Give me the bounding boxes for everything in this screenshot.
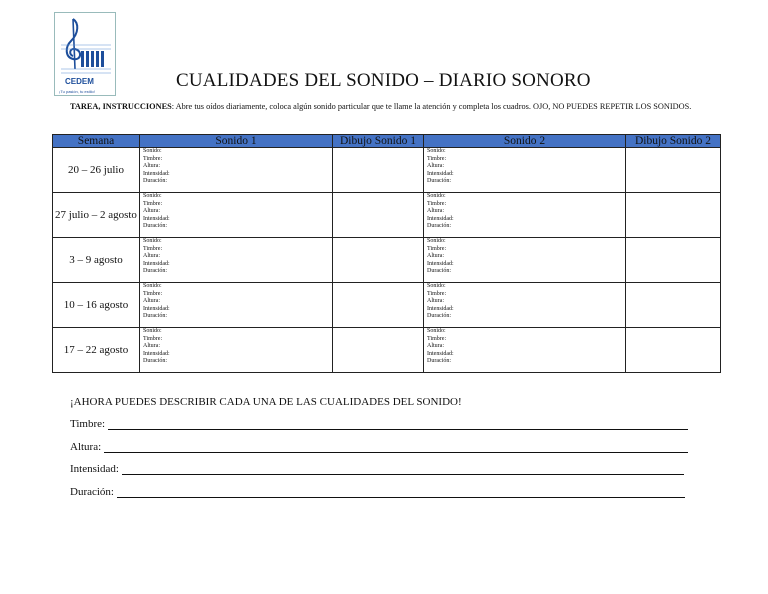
header-dibujo-sonido-1: Dibujo Sonido 1 [333, 135, 424, 148]
field-label: Altura: [143, 208, 160, 214]
table-row [53, 283, 721, 328]
field-label: Sonido: [427, 238, 446, 244]
instructions-label: TAREA, INSTRUCCIONES [70, 102, 172, 111]
field-label: Sonido: [427, 283, 446, 289]
timbre-label: Timbre: [70, 418, 106, 430]
field-label: Intensidad: [143, 170, 170, 177]
field-label: Duración: [427, 268, 451, 274]
timbre-blank[interactable] [108, 418, 688, 430]
intensidad-label: Intensidad: [70, 463, 119, 475]
field-label: Sonido: [143, 283, 162, 289]
field-label: Duración: [427, 313, 451, 319]
week-cell: 10 – 16 agosto [53, 283, 140, 328]
field-label: Duración: [427, 178, 451, 184]
altura-line[interactable] [70, 441, 688, 453]
duracion-blank[interactable] [117, 486, 685, 498]
table-row [53, 328, 721, 373]
field-label: Altura: [143, 163, 160, 169]
table-row [53, 193, 721, 238]
field-label: Altura: [143, 343, 160, 349]
field-label: Sonido: [427, 148, 446, 154]
field-label: Timbre: [427, 335, 447, 342]
field-label: Intensidad: [143, 350, 170, 357]
field-label: Timbre: [143, 245, 163, 252]
page-title: CUALIDADES DEL SONIDO – DIARIO SONORO [176, 70, 591, 91]
field-label: Altura: [427, 253, 444, 259]
field-label: Intensidad: [143, 260, 170, 267]
header-dibujo-sonido-2: Dibujo Sonido 2 [626, 135, 721, 148]
field-label: Duración: [427, 358, 451, 364]
field-label: Intensidad: [427, 170, 454, 177]
instructions [70, 101, 710, 113]
dibujo-sonido-1-cell[interactable] [333, 328, 424, 373]
field-label: Duración: [143, 268, 167, 274]
instructions-text: : Abre tus oídos diariamente, coloca algún sonido particular que te llame la atención y completa los cuadros. OJO, NO PUEDES REPETIR LOS SONIDOS. [171, 102, 692, 111]
field-label: Timbre: [143, 335, 163, 342]
week-cell: 20 – 26 julio [53, 148, 140, 193]
field-label: Timbre: [427, 290, 447, 297]
field-label: Intensidad: [143, 215, 170, 222]
sonido-2-cell[interactable] [424, 328, 626, 373]
field-label: Altura: [427, 298, 444, 304]
dibujo-sonido-1-cell[interactable] [333, 238, 424, 283]
field-label: Sonido: [143, 238, 162, 244]
field-label: Timbre: [427, 155, 447, 162]
sonido-2-cell[interactable] [424, 283, 626, 328]
dibujo-sonido-2-cell[interactable] [626, 148, 721, 193]
field-label: Intensidad: [427, 305, 454, 312]
field-label: Duración: [143, 313, 167, 319]
field-label: Altura: [143, 253, 160, 259]
intensidad-blank[interactable] [122, 463, 684, 475]
field-label: Duración: [143, 358, 167, 364]
field-label: Timbre: [143, 290, 163, 297]
duracion-line[interactable] [70, 486, 685, 498]
sonido-2-cell[interactable] [424, 238, 626, 283]
altura-blank[interactable] [104, 441, 688, 453]
week-cell: 3 – 9 agosto [53, 238, 140, 283]
altura-label: Altura: [70, 441, 102, 453]
sound-diary-table [52, 134, 721, 373]
field-label: Intensidad: [427, 350, 454, 357]
field-label: Duración: [427, 223, 451, 229]
week-cell: 27 julio – 2 agosto [53, 193, 140, 238]
sonido-1-cell[interactable] [140, 238, 333, 283]
sonido-1-cell[interactable] [140, 148, 333, 193]
field-label: Altura: [427, 208, 444, 214]
field-label: Altura: [427, 163, 444, 169]
dibujo-sonido-2-cell[interactable] [626, 193, 721, 238]
school-logo [54, 12, 116, 96]
sonido-1-cell[interactable] [140, 283, 333, 328]
table-row [53, 238, 721, 283]
field-label: Timbre: [143, 200, 163, 207]
field-label: Sonido: [143, 193, 162, 199]
intensidad-line[interactable] [70, 463, 684, 475]
dibujo-sonido-2-cell[interactable] [626, 283, 721, 328]
field-label: Duración: [143, 223, 167, 229]
table-header-row [53, 135, 721, 148]
dibujo-sonido-2-cell[interactable] [626, 328, 721, 373]
field-label: Intensidad: [427, 215, 454, 222]
timbre-line[interactable] [70, 418, 688, 430]
sonido-2-cell[interactable] [424, 193, 626, 238]
header-sonido-2: Sonido 2 [424, 135, 626, 148]
field-label: Intensidad: [143, 305, 170, 312]
logo-tagline: ¡Tu pasión, tu estilo! [59, 89, 95, 94]
field-label: Sonido: [143, 328, 162, 334]
sonido-1-cell[interactable] [140, 193, 333, 238]
table-row [53, 148, 721, 193]
dibujo-sonido-2-cell[interactable] [626, 238, 721, 283]
dibujo-sonido-1-cell[interactable] [333, 193, 424, 238]
week-cell: 17 – 22 agosto [53, 328, 140, 373]
header-semana: Semana [53, 135, 140, 148]
field-label: Sonido: [427, 328, 446, 334]
treble-clef-logo-icon [57, 15, 113, 77]
header-sonido-1: Sonido 1 [140, 135, 333, 148]
field-label: Timbre: [427, 245, 447, 252]
field-label: Sonido: [143, 148, 162, 154]
field-label: Altura: [143, 298, 160, 304]
dibujo-sonido-1-cell[interactable] [333, 283, 424, 328]
field-label: Intensidad: [427, 260, 454, 267]
field-label: Sonido: [427, 193, 446, 199]
field-label: Duración: [143, 178, 167, 184]
sonido-2-cell[interactable] [424, 148, 626, 193]
field-label: Timbre: [427, 200, 447, 207]
sonido-1-cell[interactable] [140, 328, 333, 373]
duracion-label: Duración: [70, 486, 114, 498]
field-label: Timbre: [143, 155, 163, 162]
logo-name: CEDEM [65, 77, 94, 86]
field-label: Altura: [427, 343, 444, 349]
bottom-heading: ¡AHORA PUEDES DESCRIBIR CADA UNA DE LAS CUALIDADES DEL SONIDO! [70, 396, 462, 408]
dibujo-sonido-1-cell[interactable] [333, 148, 424, 193]
